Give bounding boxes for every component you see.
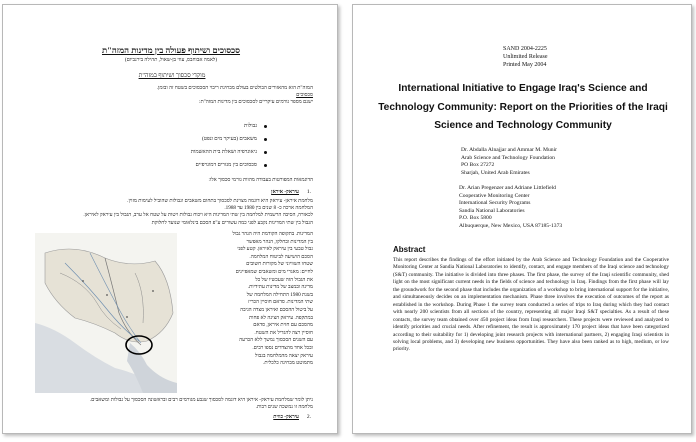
english-report-page: [352, 4, 692, 434]
release-label: Unlimited Release: [503, 54, 548, 60]
region-map-image: [35, 233, 177, 393]
author-block-1: Dr. Abdalla Alnajjar and Ammar M. Munir Arab Science and Technology Foundation PO Box 27272 Sharjah, United Arab Emirates: [461, 147, 558, 176]
list-item: משאבים (בעיקר מים ונפט): [35, 133, 313, 146]
list-item: גיאוגרפיה ושאלת בית ההאשמות: [35, 146, 313, 159]
abstract-heading: Abstract: [393, 245, 426, 254]
conflicts-heading: סכסוכים: [296, 92, 313, 99]
section-2-heading: עיראק- כווית: [273, 414, 299, 420]
abstract-text: This report describes the findings of the effort initiated by the Arab Science and Technology Foundation and the Cooperative Monitoring Center at Sandia National Laboratories to identify, contact, and engage members of the Iraqi science and technology (S&T) community. The initiative is divided into three phases. The first phase, the survey of the Iraqi scientific community, shed light on the most significant current needs in the fields of science and technology in Iraq. Findings from the first phase will lay the groundwork for the second phase that includes the organization of a workshop to bring international support for the initiative, and simultaneously decides on an implementation mechanism. Phase three involves the execution of outcomes of the report as established in the workshop. During Phase 1 the survey team conducted a series of trips to Iraq during which they had contact with nearly 200 scientists from all sections of the country, representing all major Iraqi S&T specialties. As a result of these contacts, the survey team obtained over 450 project ideas from Iraqi researchers. These projects were reviewed and analyzed to identify priorities and crucial needs. After refinement, the result is approximately 170 project ideas that have been categorized according to their suitability for 1) developing joint research projects with international partners, 2) engaging Iraqi scientists in solving local problems, and 3) developing new business opportunities. They have also been ranked as to high, medium, or low priority.: [393, 257, 669, 353]
bullet-icon: [264, 151, 267, 154]
section-1-side-text: המדינות. בתקופה הקודמת היה הנהר גבול בין המדינות ובחלקו, הנהר מאפשר גבול טבעי בין עיראק לאיראן. קטע לפני הסכם הושיעה לביטוח המלחמה. שטחו השוויוני של מקורות חשובים לחיים: מאגרי מים ומשאבים שמאפיינים את הגבול הזה שעכשיו של כל מדינה ובמצב של מדינות עתידיות. בשנת 1980 התחילה המלחמה של שתי המדינות. סדאם חוסיין הכריז על ביטול ההסכם ואיראן מצדה הגיבה במתקפה. עיראק הציגה לא פחות מהסכם עם חזית איראן, סדאם חוסיין רצה להגדיל את השטח. עם השנים הסכסוך נמשך ללא הכרעה ובכל אחד מהצדדים נספו רבים. עיראק יצאה מהמלחמה בגבול מתמוטט מבחינה כלכלית.: [232, 231, 313, 367]
printed-date: Printed May 2004: [503, 62, 547, 68]
hebrew-subtitle: מוקדי סכסוך ושיתוף במזה"ת: [138, 72, 206, 79]
report-title: International Initiative to Engage Iraq's Science and Technology Community: Report on the Priorities of the Iraqi Science and Technology Community: [378, 83, 668, 131]
section-1-conclusion: ניתן לומר שמלחמת עיראק- איראן היא דוגמה לסכסוך שנבע מגורמים רבים ובראשונה הסכסוך על גבולות ומשאבים. מלחמה זו נמשכה שנים רבות.: [89, 397, 313, 411]
hebrew-document-page: [2, 4, 338, 434]
conflicts-intro: ישנם מספר גורמים עיקריים לסכסוכים בין מדינות המזה"ת:: [199, 99, 313, 106]
conflict-causes-list: [35, 120, 313, 172]
hebrew-intro-line: המזה"ת הוא מהאזורים הבולטים בעולם מבחינת ריבוי הסכסוכים בשטח זה ובזמן.: [156, 85, 313, 91]
hebrew-intro: [35, 85, 313, 107]
document-metadata: [503, 45, 548, 69]
examples-intro: הדוגמאות המפורטות בעבודה מהוות גורמי סכסוך אלו:: [208, 177, 313, 183]
section-1-number: 1.: [306, 189, 311, 195]
bullet-icon: [264, 125, 267, 128]
list-item: סכסוכים בין מגזרים דמוגרפיים: [35, 159, 313, 172]
bullet-icon: [264, 138, 267, 141]
hebrew-title: סכסוכים ושיתוף פעולה בין מדינות המזה"ת: [101, 45, 241, 55]
document-id: SAND 2004-2225: [503, 46, 547, 52]
section-1-heading: עיראק- איראן: [271, 189, 299, 195]
hebrew-authors: (לאמה אבוחבס, עוזי בן-שאול, תהילה בירנביום): [124, 57, 218, 63]
author-block-2: Dr. Arian Pregenzer and Adriane Littlefield Cooperative Monitoring Center International Security Programs Sandia National Laboratories P.O. Box 5800 Albuquerque, New Mexico, USA 87185-1373: [459, 185, 563, 229]
list-item: גבולות: [35, 120, 313, 133]
section-2-number: 2.: [306, 414, 311, 420]
bullet-icon: [264, 164, 267, 167]
section-1-text: מלחמת איראן- עיראק היא דוגמה מצוינת לסכסוך בתחום משאבים וגבולות שהוביל לעימות מזוין. המלחמה ארכה כ- 8 שנים בין 1980 עד 1988. לכאורה, הסיבה הרשמית למלחמה בין שתי המדינות היא ויכוח גבולות ויטות על שטח אל ערב, הגבול בין עיראק לאיראן. הגבול בין שתי המדינות נקבע לפני כמה עשורים ע"פ הסכם בינלאומי שנועד לחלוקת: [83, 198, 313, 226]
